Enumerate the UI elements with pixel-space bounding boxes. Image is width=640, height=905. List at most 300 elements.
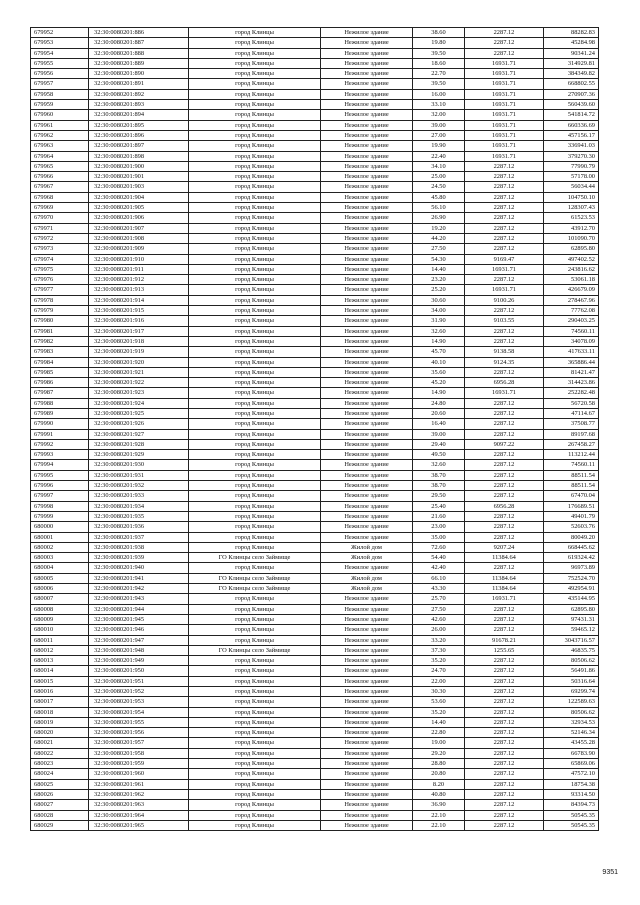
area-cell: 22.10 [413, 810, 465, 820]
area-cell: 39.00 [413, 120, 465, 130]
object-type-cell: Нежилое здание [321, 635, 413, 645]
cadastral-number-cell: 32:30:0080201:919 [89, 347, 189, 357]
area-cell: 29.40 [413, 439, 465, 449]
table-row [31, 336, 599, 346]
area-cell: 23.00 [413, 522, 465, 532]
record-number-cell: 679966 [31, 172, 89, 182]
object-type-cell: Нежилое здание [321, 79, 413, 89]
unit-price-cell: 2287.12 [465, 460, 544, 470]
total-value-cell: 560439.60 [544, 100, 599, 110]
object-type-cell: Нежилое здание [321, 820, 413, 830]
object-type-cell: Нежилое здание [321, 522, 413, 532]
area-cell: 16.00 [413, 89, 465, 99]
total-value-cell: 88511.54 [544, 470, 599, 480]
object-type-cell: Нежилое здание [321, 223, 413, 233]
table-row [31, 306, 599, 316]
total-value-cell: 56720.58 [544, 398, 599, 408]
record-number-cell: 679978 [31, 295, 89, 305]
total-value-cell: 37508.77 [544, 419, 599, 429]
cadastral-number-cell: 32:30:0080201:965 [89, 820, 189, 830]
table-row [31, 161, 599, 171]
address-cell: город Клинцы [189, 769, 321, 779]
record-number-cell: 679980 [31, 316, 89, 326]
object-type-cell: Нежилое здание [321, 594, 413, 604]
area-cell: 23.20 [413, 275, 465, 285]
cadastral-number-cell: 32:30:0080201:923 [89, 388, 189, 398]
table-row [31, 501, 599, 511]
total-value-cell: 267458.27 [544, 439, 599, 449]
object-type-cell: Нежилое здание [321, 604, 413, 614]
total-value-cell: 34078.09 [544, 336, 599, 346]
record-number-cell: 679996 [31, 481, 89, 491]
total-value-cell: 18754.38 [544, 779, 599, 789]
table-row [31, 614, 599, 624]
table-row [31, 594, 599, 604]
address-cell: город Клинцы [189, 254, 321, 264]
object-type-cell: Нежилое здание [321, 326, 413, 336]
object-type-cell: Нежилое здание [321, 275, 413, 285]
record-number-cell: 679984 [31, 357, 89, 367]
table-row [31, 656, 599, 666]
object-type-cell: Нежилое здание [321, 779, 413, 789]
address-cell: город Клинцы [189, 501, 321, 511]
record-number-cell: 679982 [31, 336, 89, 346]
address-cell: город Клинцы [189, 264, 321, 274]
cadastral-number-cell: 32:30:0080201:926 [89, 419, 189, 429]
area-cell: 54.40 [413, 553, 465, 563]
object-type-cell: Нежилое здание [321, 316, 413, 326]
unit-price-cell: 2287.12 [465, 707, 544, 717]
unit-price-cell: 2287.12 [465, 203, 544, 213]
unit-price-cell: 2287.12 [465, 306, 544, 316]
unit-price-cell: 9124.35 [465, 357, 544, 367]
object-type-cell: Нежилое здание [321, 28, 413, 38]
total-value-cell: 243816.62 [544, 264, 599, 274]
cadastral-number-cell: 32:30:0080201:898 [89, 151, 189, 161]
cadastral-number-cell: 32:30:0080201:932 [89, 481, 189, 491]
address-cell: ГО Клинцы село Займище [189, 573, 321, 583]
cadastral-number-cell: 32:30:0080201:950 [89, 666, 189, 676]
record-number-cell: 679972 [31, 233, 89, 243]
area-cell: 16.40 [413, 419, 465, 429]
record-number-cell: 679983 [31, 347, 89, 357]
unit-price-cell: 2287.12 [465, 666, 544, 676]
table-row [31, 604, 599, 614]
object-type-cell: Нежилое здание [321, 130, 413, 140]
area-cell: 14.40 [413, 264, 465, 274]
address-cell: город Клинцы [189, 532, 321, 542]
area-cell: 25.70 [413, 594, 465, 604]
cadastral-number-cell: 32:30:0080201:915 [89, 306, 189, 316]
record-number-cell: 679985 [31, 367, 89, 377]
address-cell: город Клинцы [189, 563, 321, 573]
record-number-cell: 679958 [31, 89, 89, 99]
cadastral-number-cell: 32:30:0080201:910 [89, 254, 189, 264]
table-row [31, 522, 599, 532]
total-value-cell: 77990.79 [544, 161, 599, 171]
area-cell: 22.80 [413, 728, 465, 738]
object-type-cell: Нежилое здание [321, 800, 413, 810]
cadastral-number-cell: 32:30:0080201:913 [89, 285, 189, 295]
cadastral-number-cell: 32:30:0080201:930 [89, 460, 189, 470]
address-cell: город Клинцы [189, 759, 321, 769]
table-row [31, 553, 599, 563]
cadastral-number-cell: 32:30:0080201:948 [89, 645, 189, 655]
area-cell: 40.10 [413, 357, 465, 367]
object-type-cell: Жилой дом [321, 584, 413, 594]
record-number-cell: 679965 [31, 161, 89, 171]
unit-price-cell: 2287.12 [465, 38, 544, 48]
table-row [31, 347, 599, 357]
total-value-cell: 90341.24 [544, 48, 599, 58]
unit-price-cell: 2287.12 [465, 491, 544, 501]
unit-price-cell: 9138.58 [465, 347, 544, 357]
object-type-cell: Нежилое здание [321, 100, 413, 110]
table-row [31, 511, 599, 521]
table-row [31, 254, 599, 264]
cadastral-number-cell: 32:30:0080201:942 [89, 584, 189, 594]
unit-price-cell: 2287.12 [465, 656, 544, 666]
address-cell: город Клинцы [189, 789, 321, 799]
address-cell: город Клинцы [189, 419, 321, 429]
unit-price-cell: 2287.12 [465, 748, 544, 758]
cadastral-number-cell: 32:30:0080201:918 [89, 336, 189, 346]
total-value-cell: 47114.67 [544, 408, 599, 418]
object-type-cell: Жилой дом [321, 573, 413, 583]
total-value-cell: 426679.09 [544, 285, 599, 295]
address-cell: город Клинцы [189, 676, 321, 686]
address-cell: город Клинцы [189, 408, 321, 418]
total-value-cell: 435144.95 [544, 594, 599, 604]
object-type-cell: Нежилое здание [321, 38, 413, 48]
table-row [31, 357, 599, 367]
total-value-cell: 497402.52 [544, 254, 599, 264]
cadastral-number-cell: 32:30:0080201:921 [89, 367, 189, 377]
record-number-cell: 679954 [31, 48, 89, 58]
unit-price-cell: 11384.64 [465, 553, 544, 563]
area-cell: 39.00 [413, 429, 465, 439]
unit-price-cell: 6956.28 [465, 378, 544, 388]
area-cell: 22.40 [413, 151, 465, 161]
address-cell: город Клинцы [189, 120, 321, 130]
table-row [31, 789, 599, 799]
table-row [31, 38, 599, 48]
object-type-cell: Нежилое здание [321, 244, 413, 254]
address-cell: город Клинцы [189, 192, 321, 202]
total-value-cell: 56034.44 [544, 182, 599, 192]
area-cell: 27.50 [413, 604, 465, 614]
object-type-cell: Нежилое здание [321, 687, 413, 697]
cadastral-number-cell: 32:30:0080201:925 [89, 408, 189, 418]
total-value-cell: 56491.86 [544, 666, 599, 676]
record-number-cell: 679998 [31, 501, 89, 511]
area-cell: 24.50 [413, 182, 465, 192]
record-number-cell: 679952 [31, 28, 89, 38]
table-row [31, 748, 599, 758]
total-value-cell: 3043716.57 [544, 635, 599, 645]
object-type-cell: Нежилое здание [321, 172, 413, 182]
object-type-cell: Нежилое здание [321, 419, 413, 429]
total-value-cell: 278467.96 [544, 295, 599, 305]
address-cell: город Клинцы [189, 604, 321, 614]
table-row [31, 687, 599, 697]
area-cell: 18.60 [413, 58, 465, 68]
cadastral-number-cell: 32:30:0080201:920 [89, 357, 189, 367]
object-type-cell: Нежилое здание [321, 789, 413, 799]
record-number-cell: 680003 [31, 553, 89, 563]
address-cell: город Клинцы [189, 635, 321, 645]
table-row [31, 141, 599, 151]
address-cell: город Клинцы [189, 69, 321, 79]
address-cell: город Клинцы [189, 779, 321, 789]
total-value-cell: 492954.91 [544, 584, 599, 594]
record-number-cell: 679959 [31, 100, 89, 110]
unit-price-cell: 2287.12 [465, 161, 544, 171]
cadastral-number-cell: 32:30:0080201:941 [89, 573, 189, 583]
object-type-cell: Нежилое здание [321, 481, 413, 491]
total-value-cell: 43455.28 [544, 738, 599, 748]
object-type-cell: Нежилое здание [321, 491, 413, 501]
record-number-cell: 679994 [31, 460, 89, 470]
address-cell: город Клинцы [189, 38, 321, 48]
address-cell: город Клинцы [189, 172, 321, 182]
area-cell: 29.20 [413, 748, 465, 758]
cadastral-number-cell: 32:30:0080201:952 [89, 687, 189, 697]
address-cell: город Клинцы [189, 697, 321, 707]
area-cell: 19.20 [413, 223, 465, 233]
area-cell: 39.50 [413, 48, 465, 58]
record-number-cell: 679968 [31, 192, 89, 202]
area-cell: 40.80 [413, 789, 465, 799]
cadastral-number-cell: 32:30:0080201:917 [89, 326, 189, 336]
table-row [31, 759, 599, 769]
address-cell: город Клинцы [189, 151, 321, 161]
cadastral-number-cell: 32:30:0080201:951 [89, 676, 189, 686]
unit-price-cell: 2287.12 [465, 717, 544, 727]
total-value-cell: 62895.80 [544, 604, 599, 614]
total-value-cell: 65869.06 [544, 759, 599, 769]
unit-price-cell: 2287.12 [465, 28, 544, 38]
table-row [31, 769, 599, 779]
record-number-cell: 680017 [31, 697, 89, 707]
unit-price-cell: 16931.71 [465, 58, 544, 68]
total-value-cell: 619324.42 [544, 553, 599, 563]
cadastral-number-cell: 32:30:0080201:962 [89, 789, 189, 799]
unit-price-cell: 2287.12 [465, 738, 544, 748]
total-value-cell: 88282.83 [544, 28, 599, 38]
unit-price-cell: 16931.71 [465, 285, 544, 295]
unit-price-cell: 2287.12 [465, 625, 544, 635]
table-row [31, 264, 599, 274]
total-value-cell: 77762.08 [544, 306, 599, 316]
area-cell: 22.70 [413, 69, 465, 79]
unit-price-cell: 16931.71 [465, 89, 544, 99]
unit-price-cell: 2287.12 [465, 192, 544, 202]
unit-price-cell: 6956.28 [465, 501, 544, 511]
table-row [31, 120, 599, 130]
table-row [31, 450, 599, 460]
object-type-cell: Нежилое здание [321, 697, 413, 707]
area-cell: 34.10 [413, 161, 465, 171]
total-value-cell: 752524.70 [544, 573, 599, 583]
total-value-cell: 67470.04 [544, 491, 599, 501]
unit-price-cell: 16931.71 [465, 151, 544, 161]
address-cell: город Клинцы [189, 203, 321, 213]
cadastral-number-cell: 32:30:0080201:959 [89, 759, 189, 769]
area-cell: 42.40 [413, 563, 465, 573]
unit-price-cell: 2287.12 [465, 223, 544, 233]
record-number-cell: 679981 [31, 326, 89, 336]
total-value-cell: 176689.51 [544, 501, 599, 511]
address-cell: город Клинцы [189, 738, 321, 748]
address-cell: город Клинцы [189, 614, 321, 624]
object-type-cell: Нежилое здание [321, 563, 413, 573]
record-number-cell: 680012 [31, 645, 89, 655]
record-number-cell: 680011 [31, 635, 89, 645]
cadastral-number-cell: 32:30:0080201:896 [89, 130, 189, 140]
object-type-cell: Нежилое здание [321, 614, 413, 624]
area-cell: 29.50 [413, 491, 465, 501]
table-row [31, 738, 599, 748]
object-type-cell: Нежилое здание [321, 264, 413, 274]
unit-price-cell: 2287.12 [465, 604, 544, 614]
object-type-cell: Нежилое здание [321, 707, 413, 717]
total-value-cell: 74560.11 [544, 460, 599, 470]
area-cell: 22.00 [413, 676, 465, 686]
total-value-cell: 128307.43 [544, 203, 599, 213]
area-cell: 32.60 [413, 460, 465, 470]
table-row [31, 233, 599, 243]
area-cell: 36.90 [413, 800, 465, 810]
record-number-cell: 680013 [31, 656, 89, 666]
cadastral-number-cell: 32:30:0080201:955 [89, 717, 189, 727]
cadastral-number-cell: 32:30:0080201:890 [89, 69, 189, 79]
address-cell: город Клинцы [189, 388, 321, 398]
total-value-cell: 101090.70 [544, 233, 599, 243]
table-row [31, 316, 599, 326]
record-number-cell: 680024 [31, 769, 89, 779]
object-type-cell: Нежилое здание [321, 182, 413, 192]
total-value-cell: 314929.81 [544, 58, 599, 68]
address-cell: город Клинцы [189, 213, 321, 223]
cadastral-number-cell: 32:30:0080201:889 [89, 58, 189, 68]
total-value-cell: 61523.53 [544, 213, 599, 223]
record-number-cell: 680026 [31, 789, 89, 799]
cadastral-number-cell: 32:30:0080201:897 [89, 141, 189, 151]
object-type-cell: Нежилое здание [321, 336, 413, 346]
table-row [31, 110, 599, 120]
table-row [31, 584, 599, 594]
total-value-cell: 80506.62 [544, 707, 599, 717]
address-cell: город Клинцы [189, 656, 321, 666]
unit-price-cell: 2287.12 [465, 563, 544, 573]
object-type-cell: Нежилое здание [321, 532, 413, 542]
table-row [31, 367, 599, 377]
address-cell: город Клинцы [189, 89, 321, 99]
area-cell: 31.90 [413, 316, 465, 326]
cadastral-number-cell: 32:30:0080201:953 [89, 697, 189, 707]
address-cell: ГО Клинцы село Займище [189, 553, 321, 563]
table-row [31, 481, 599, 491]
cadastral-number-cell: 32:30:0080201:895 [89, 120, 189, 130]
cadastral-number-cell: 32:30:0080201:905 [89, 203, 189, 213]
cadastral-number-cell: 32:30:0080201:927 [89, 429, 189, 439]
cadastral-number-cell: 32:30:0080201:943 [89, 594, 189, 604]
record-number-cell: 679992 [31, 439, 89, 449]
area-cell: 45.20 [413, 378, 465, 388]
record-number-cell: 679953 [31, 38, 89, 48]
object-type-cell: Нежилое здание [321, 645, 413, 655]
record-number-cell: 680000 [31, 522, 89, 532]
table-row [31, 89, 599, 99]
total-value-cell: 417633.11 [544, 347, 599, 357]
address-cell: город Клинцы [189, 748, 321, 758]
total-value-cell: 336941.03 [544, 141, 599, 151]
object-type-cell: Нежилое здание [321, 120, 413, 130]
record-number-cell: 679993 [31, 450, 89, 460]
object-type-cell: Нежилое здание [321, 759, 413, 769]
area-cell: 32.00 [413, 110, 465, 120]
unit-price-cell: 2287.12 [465, 697, 544, 707]
record-number-cell: 679997 [31, 491, 89, 501]
record-number-cell: 680027 [31, 800, 89, 810]
unit-price-cell: 2287.12 [465, 789, 544, 799]
unit-price-cell: 2287.12 [465, 429, 544, 439]
area-cell: 35.60 [413, 367, 465, 377]
address-cell: город Клинцы [189, 233, 321, 243]
unit-price-cell: 9097.22 [465, 439, 544, 449]
table-row [31, 182, 599, 192]
cadastral-number-cell: 32:30:0080201:940 [89, 563, 189, 573]
total-value-cell: 81421.47 [544, 367, 599, 377]
total-value-cell: 270907.36 [544, 89, 599, 99]
table-row [31, 573, 599, 583]
record-number-cell: 679974 [31, 254, 89, 264]
area-cell: 14.90 [413, 336, 465, 346]
unit-price-cell: 2287.12 [465, 779, 544, 789]
address-cell: город Клинцы [189, 130, 321, 140]
area-cell: 24.70 [413, 666, 465, 676]
address-cell: ГО Клинцы село Займище [189, 584, 321, 594]
total-value-cell: 66783.90 [544, 748, 599, 758]
unit-price-cell: 2287.12 [465, 470, 544, 480]
record-number-cell: 679969 [31, 203, 89, 213]
unit-price-cell: 2287.12 [465, 326, 544, 336]
record-number-cell: 680019 [31, 717, 89, 727]
table-row [31, 398, 599, 408]
address-cell: город Клинцы [189, 511, 321, 521]
table-row [31, 676, 599, 686]
table-row [31, 625, 599, 635]
table-row [31, 48, 599, 58]
unit-price-cell: 16931.71 [465, 594, 544, 604]
table-row [31, 326, 599, 336]
object-type-cell: Нежилое здание [321, 408, 413, 418]
object-type-cell: Нежилое здание [321, 666, 413, 676]
record-number-cell: 679999 [31, 511, 89, 521]
total-value-cell: 57178.00 [544, 172, 599, 182]
object-type-cell: Нежилое здание [321, 378, 413, 388]
area-cell: 26.00 [413, 625, 465, 635]
cadastral-number-cell: 32:30:0080201:938 [89, 542, 189, 552]
area-cell: 25.40 [413, 501, 465, 511]
address-cell: город Клинцы [189, 470, 321, 480]
object-type-cell: Нежилое здание [321, 110, 413, 120]
unit-price-cell: 2287.12 [465, 511, 544, 521]
address-cell: город Клинцы [189, 326, 321, 336]
address-cell: город Клинцы [189, 666, 321, 676]
object-type-cell: Нежилое здание [321, 450, 413, 460]
